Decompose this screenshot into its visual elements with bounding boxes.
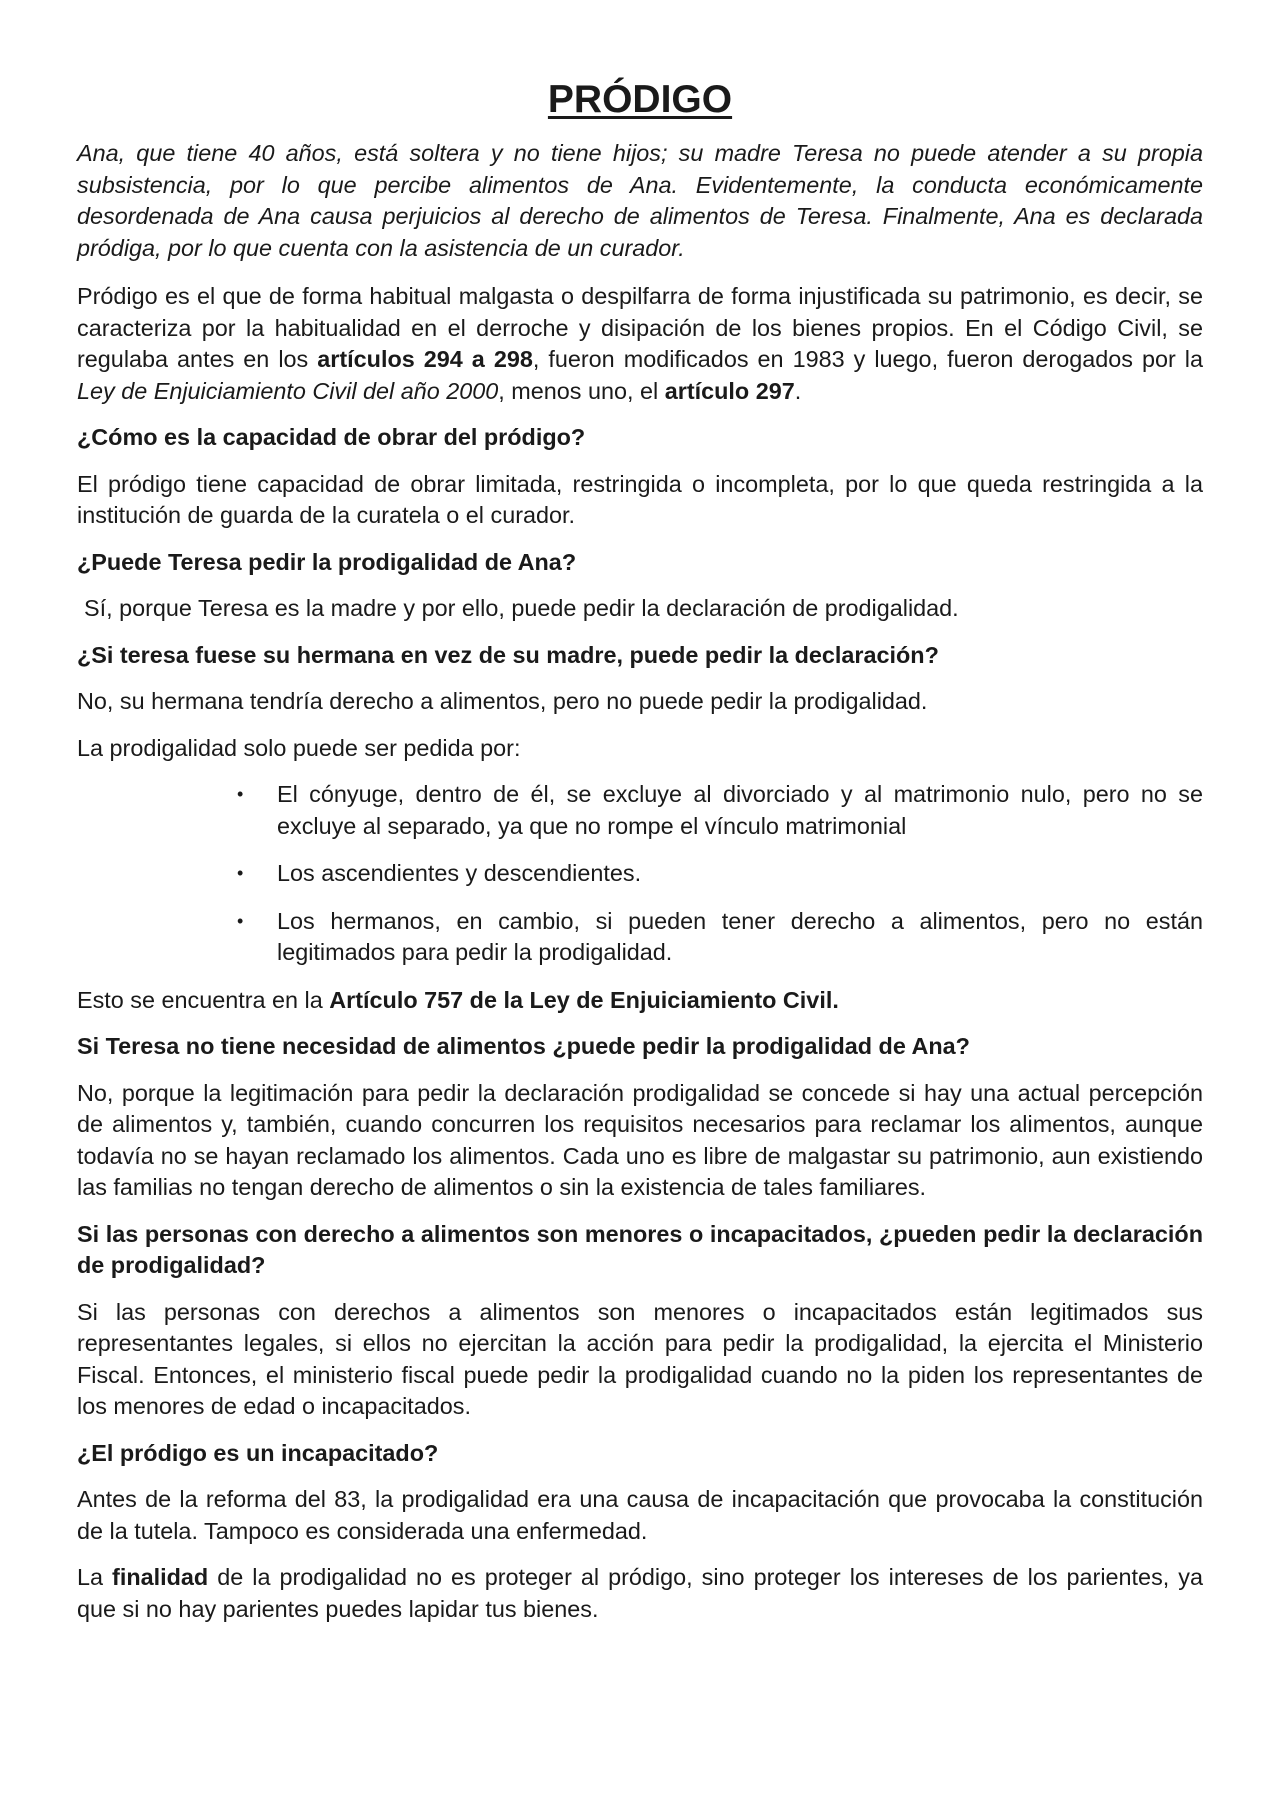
question-5: Si las personas con derecho a alimentos son menores o incapacitados, ¿pueden pedir la declaración de prodigalidad? xyxy=(77,1220,1203,1278)
answer-1: El pródigo tiene capacidad de obrar limitada, restringida o incompleta, por lo que queda restringida a la institución de guarda de la curatela o el curador. xyxy=(77,470,1203,528)
definition-articles: artículos 294 a 298 xyxy=(317,346,533,372)
list-item-text: Los hermanos, en cambio, si pueden tener derecho a alimentos, pero no están legitimados para pedir la prodigalidad. xyxy=(277,907,1203,965)
definition-text-2: , fueron modificados en 1983 y luego, fueron derogados por la xyxy=(532,346,1204,372)
source-reference: Artículo 757 de la Ley de Enjuiciamiento Civil. xyxy=(329,986,839,1013)
definition-article-297: artículo 297 xyxy=(664,377,795,404)
answer-6: Antes de la reforma del 83, la prodigalidad era una causa de incapacitación que provocaba la constitución de la tutela. Tampoco es considerada una enfermedad. xyxy=(77,1486,1203,1544)
bullet-icon: • xyxy=(237,784,244,804)
answer-2: Sí, porque Teresa es la madre y por ello, puede pedir la declaración de prodigalidad. xyxy=(84,595,959,621)
bullet-icon: • xyxy=(237,910,244,931)
source-prefix: Esto se encuentra en la xyxy=(77,986,330,1013)
question-1: ¿Cómo es la capacidad de obrar del pródigo? xyxy=(77,424,586,450)
case-intro: Ana, que tiene 40 años, está soltera y no tiene hijos; su madre Teresa no puede atender a su propia subsistencia, por lo que percibe alimentos de Ana. Evidentemente, la conducta económicamente desordenada de Ana causa perjuicios al derecho de alimentos de Teresa. Finalmente, Ana es declarada pródiga, por lo que cuenta con la asistencia de un curador. xyxy=(77,140,1203,261)
final-prefix: La xyxy=(77,1564,113,1590)
answer-5: Si las personas con derechos a alimentos son menores o incapacitados están legitimados sus representantes legales, si ellos no ejercitan la acción para pedir la prodigalidad, la ejercita el Ministerio Fiscal. Entonces, el ministerio fiscal puede pedir la prodigalidad cuando no la piden los representantes de los menores de edad o incapacitados. xyxy=(77,1298,1203,1419)
answer-4: No, porque la legitimación para pedir la declaración prodigalidad se concede si hay una actual percepción de alimentos y, también, cuando concurren los requisitos necesarios para reclamar los alimentos, aunque todavía no se hayan reclamado los alimentos. Cada uno es libre de malgastar su patrimonio, aun existiendo las familias no tengan derecho de alimentos o sin la existencia de tales familiares. xyxy=(77,1079,1203,1200)
final-rest: de la prodigalidad no es proteger al pródigo, sino proteger los intereses de los parientes, ya que si no hay parientes puedes lapidar tus bienes. xyxy=(77,1564,1203,1622)
source-paragraph xyxy=(77,985,1203,1017)
definition-text-3: , menos uno, el xyxy=(498,377,665,404)
list-item-text: Los ascendientes y descendientes. xyxy=(277,860,642,886)
question-6: ¿El pródigo es un incapacitado? xyxy=(77,1439,439,1466)
question-4: Si Teresa no tiene necesidad de alimentos ¿puede pedir la prodigalidad de Ana? xyxy=(77,1033,970,1059)
list-intro: La prodigalidad solo puede ser pedida por: xyxy=(77,734,521,761)
answer-3: No, su hermana tendría derecho a alimentos, pero no puede pedir la prodigalidad. xyxy=(77,688,928,714)
list-item xyxy=(237,906,1203,969)
question-2: ¿Puede Teresa pedir la prodigalidad de Ana? xyxy=(77,548,577,575)
list-item xyxy=(237,858,1203,890)
list-item xyxy=(237,779,1203,842)
final-paragraph xyxy=(77,1562,1203,1625)
bullet-icon: • xyxy=(237,863,244,883)
final-keyword: finalidad xyxy=(112,1564,209,1590)
definition-law: Ley de Enjuiciamiento Civil del año 2000 xyxy=(77,377,499,404)
definition-paragraph xyxy=(77,281,1203,407)
list-item-text: El cónyuge, dentro de él, se excluye al divorciado y al matrimonio nulo, pero no se excluye al separado, ya que no rompe el vínculo matrimonial xyxy=(277,781,1203,839)
legitimated-list xyxy=(77,779,1203,969)
definition-text-1: Pródigo es el que de forma habitual malgasta o despilfarra de forma injustificada su patrimonio, es decir, se caracteriza por la habitualidad en el derroche y disipación de los bienes propios. En el Código Civil, se regulaba antes en los xyxy=(77,283,1203,372)
definition-text-4: . xyxy=(794,377,802,404)
page-title: PRÓDIGO xyxy=(547,78,733,121)
question-3: ¿Si teresa fuese su hermana en vez de su madre, puede pedir la declaración? xyxy=(77,641,939,668)
